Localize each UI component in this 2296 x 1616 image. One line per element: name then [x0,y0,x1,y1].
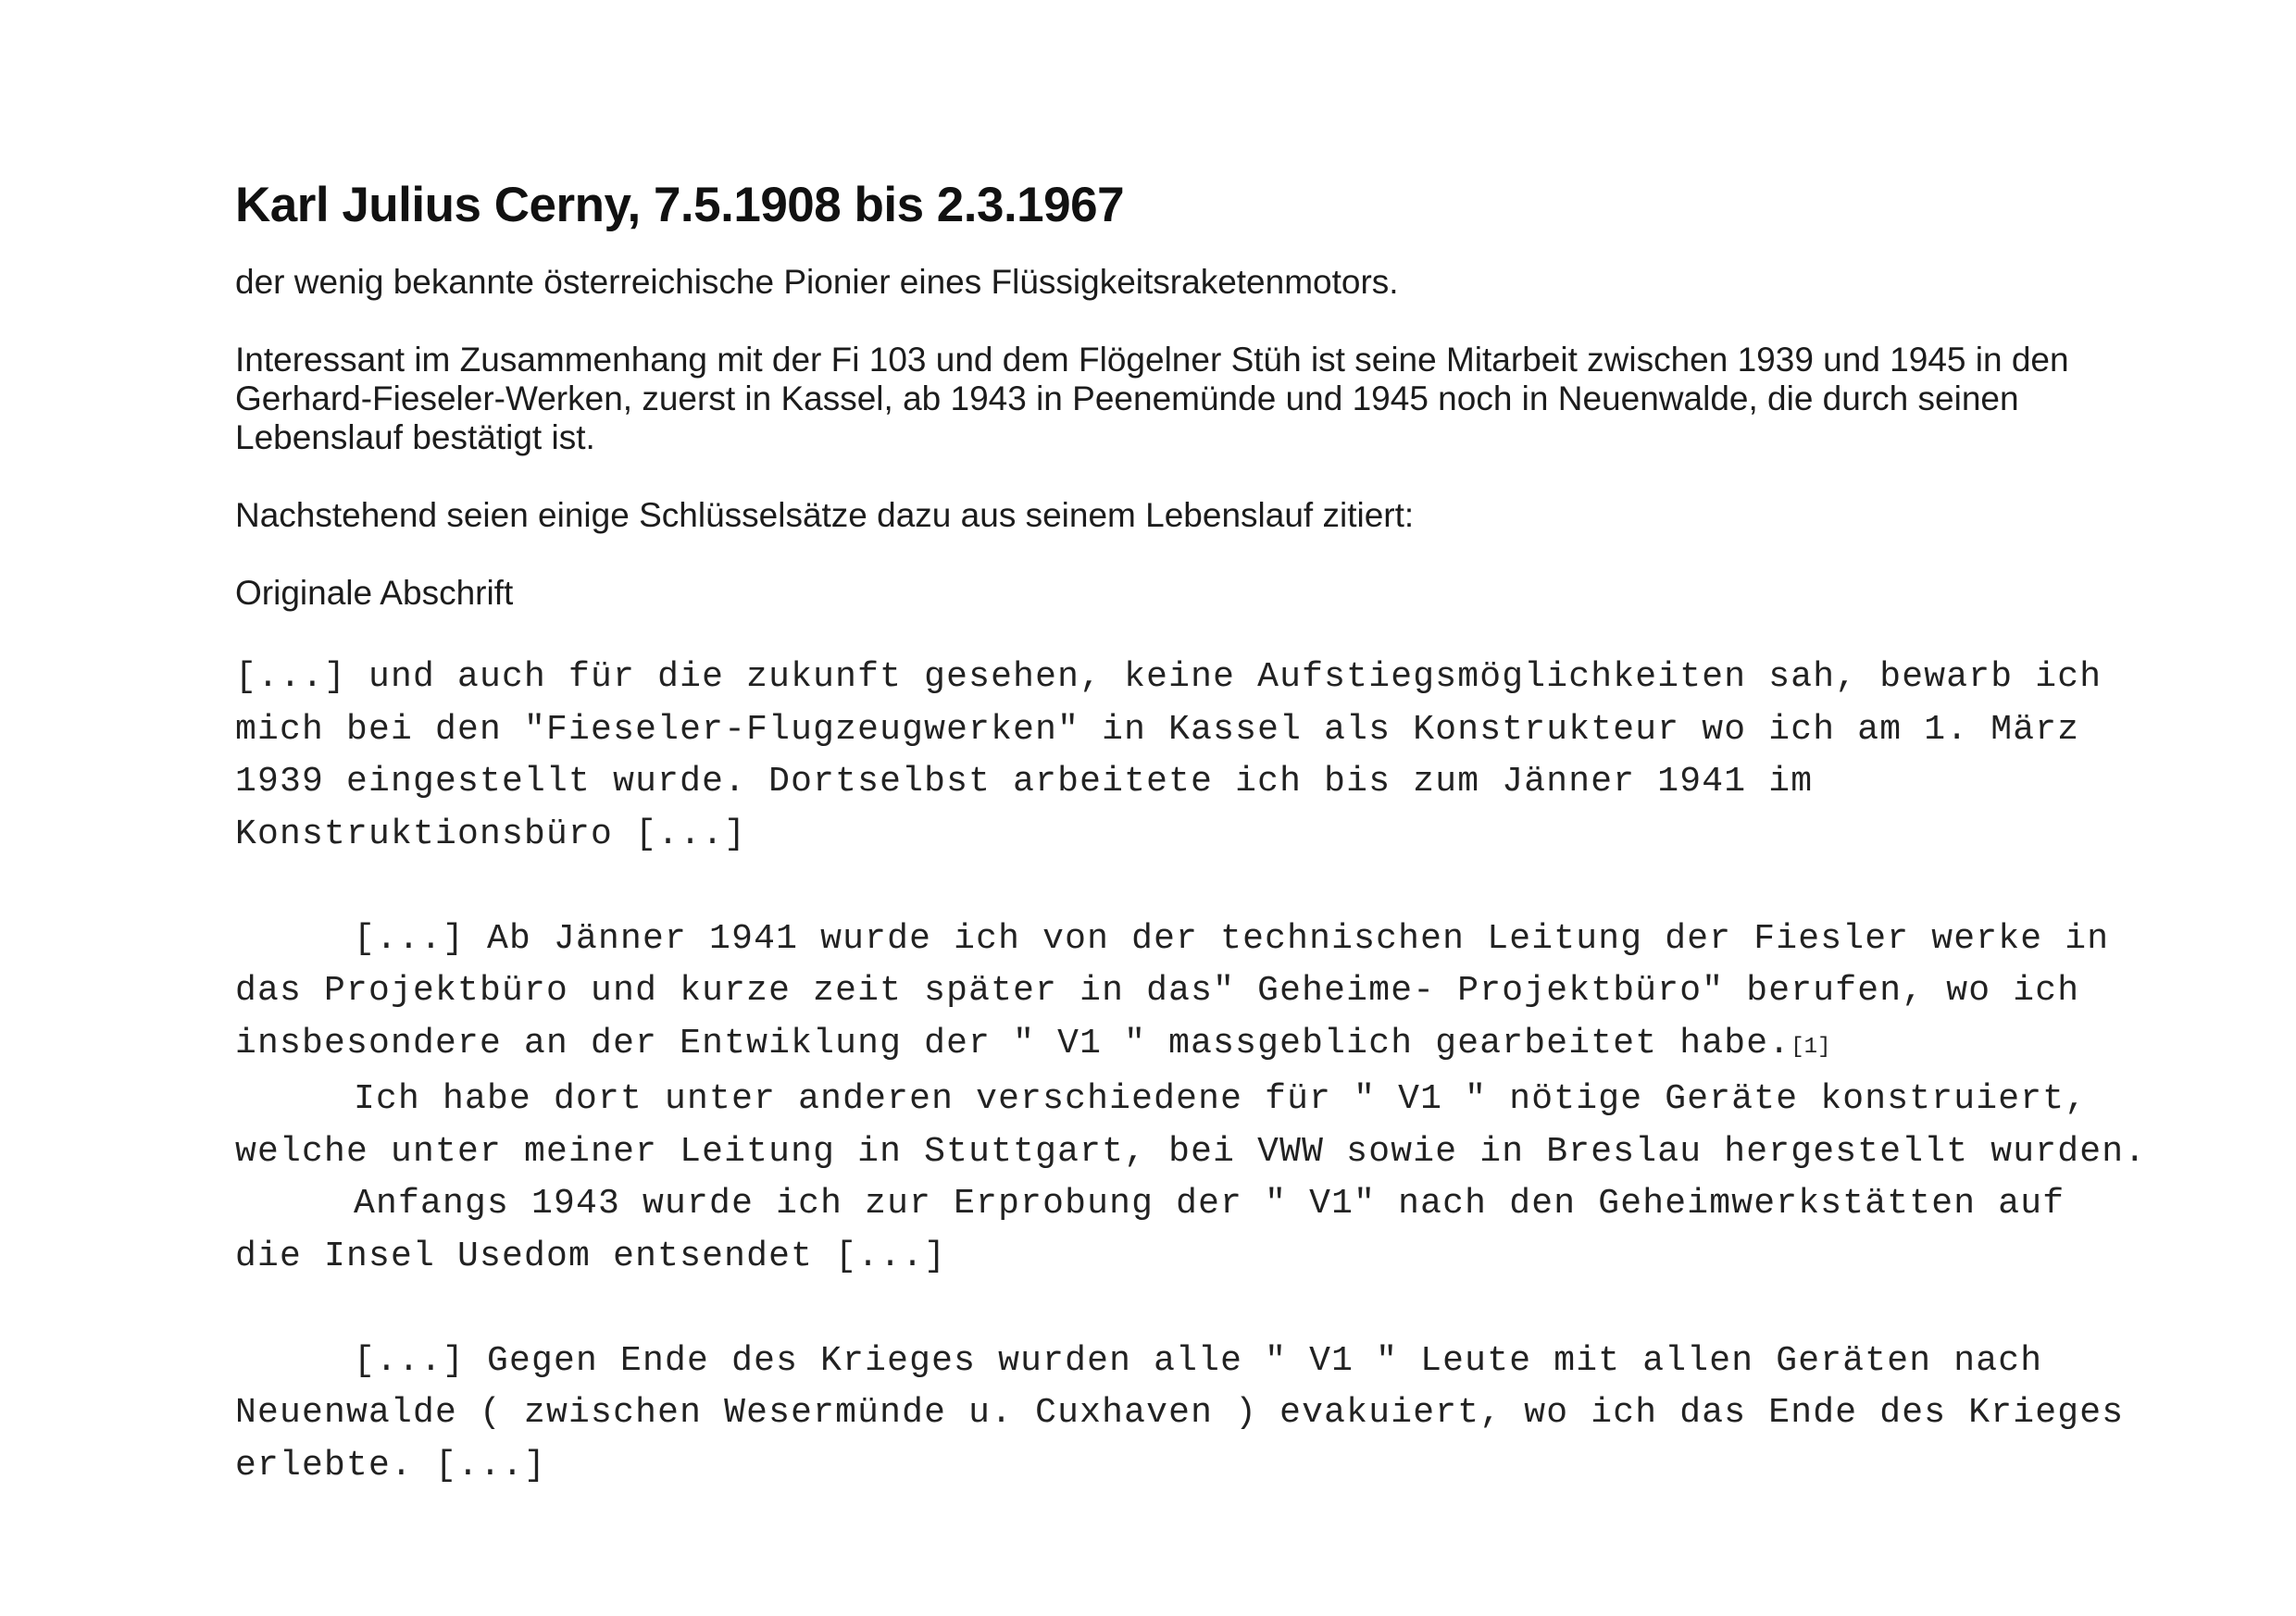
spacer [235,1283,2226,1336]
excerpt-2-line-1: [...] Ab Jänner 1941 wurde ich von der technischen Leitung der Fiesler werke in [354,918,2110,959]
spacer [235,861,2226,914]
excerpt-3-line-1: [...] Gegen Ende des Krieges wurden alle " V1 " Leute mit allen Geräten nach [354,1340,2043,1381]
excerpt-2-line-6: Anfangs 1943 wurde ich zur Erprobung der " V1" nach den Geheimwerkstätten auf [354,1184,2065,1224]
excerpt-1-line-4: Konstruktionsbüro [...] [235,814,747,854]
intro-paragraph-lead: Nachstehend seien einige Schlüsselsätze dazu aus seinem Lebenslauf zitiert: [235,496,1415,534]
excerpt-2-line-3: insbesondere an der Entwiklung der " V1 " massgeblich gearbeitet habe. [235,1023,1791,1063]
excerpt-1-line-2: mich bei den "Fieseler-Flugzeugwerken" in Kassel als Konstrukteur wo ich am 1. März [235,709,2080,750]
excerpt-3-line-3: erlebte. [...] [235,1445,547,1485]
footnote-link[interactable]: [1] [1791,1034,1831,1060]
intro-context-line-2: Gerhard-Fieseler-Werken, zuerst in Kassel, ab 1943 in Peenemünde und 1945 noch in Neuenwalde, die durch seinen [235,379,2019,417]
intro-context-line-3: Lebenslauf bestätigt ist. [235,418,595,456]
typewritten-excerpt-1 [235,652,2226,861]
excerpt-2-line-7: die Insel Usedom entsendet [...] [235,1236,947,1276]
excerpt-1-line-3: 1939 eingestellt wurde. Dortselbst arbeitete ich bis zum Jänner 1941 im [235,762,1814,802]
excerpt-2-line-3-wrap [235,1018,2226,1075]
excerpt-2-line-4-wrap [235,1074,2226,1126]
excerpt-2-line-4: Ich habe dort unter anderen verschiedene für " V1 " nötige Geräte konstruiert, [354,1079,2088,1119]
typewritten-excerpt-3 [235,1336,2226,1493]
excerpt-3-line-2: Neuenwalde ( zwischen Wesermünde u. Cuxhaven ) evakuiert, wo ich das Ende des Krieges [235,1393,2125,1433]
page-title: Karl Julius Cerny, 7.5.1908 bis 2.3.1967 [235,178,1125,232]
transcript-label: Originale Abschrift [235,574,514,612]
excerpt-1-line-1: [...] und auch für die zukunft gesehen, keine Aufstiegsmöglichkeiten sah, bewarb ich [235,657,2103,697]
excerpt-3-line-1-wrap [235,1336,2226,1388]
excerpt-2-line-1-wrap [235,914,2226,966]
intro-paragraph-context [235,341,2226,457]
typewritten-excerpt-2 [235,914,2226,1284]
excerpt-2-line-5: welche unter meiner Leitung in Stuttgart, bei VWW sowie in Breslau hergestellt wurden. [235,1131,2147,1172]
document-page [235,176,2226,1492]
intro-context-line-1: Interessant im Zusammenhang mit der Fi 103 und dem Flögelner Stüh ist seine Mitarbeit zwischen 1939 und 1945 in den [235,341,2069,379]
excerpt-2-line-2: das Projektbüro und kurze zeit später in das" Geheime- Projektbüro" berufen, wo ich [235,971,2080,1011]
intro-paragraph-subtitle: der wenig bekannte österreichische Pionier eines Flüssigkeitsraketenmotors. [235,263,1399,301]
excerpt-2-line-6-wrap [235,1178,2226,1231]
